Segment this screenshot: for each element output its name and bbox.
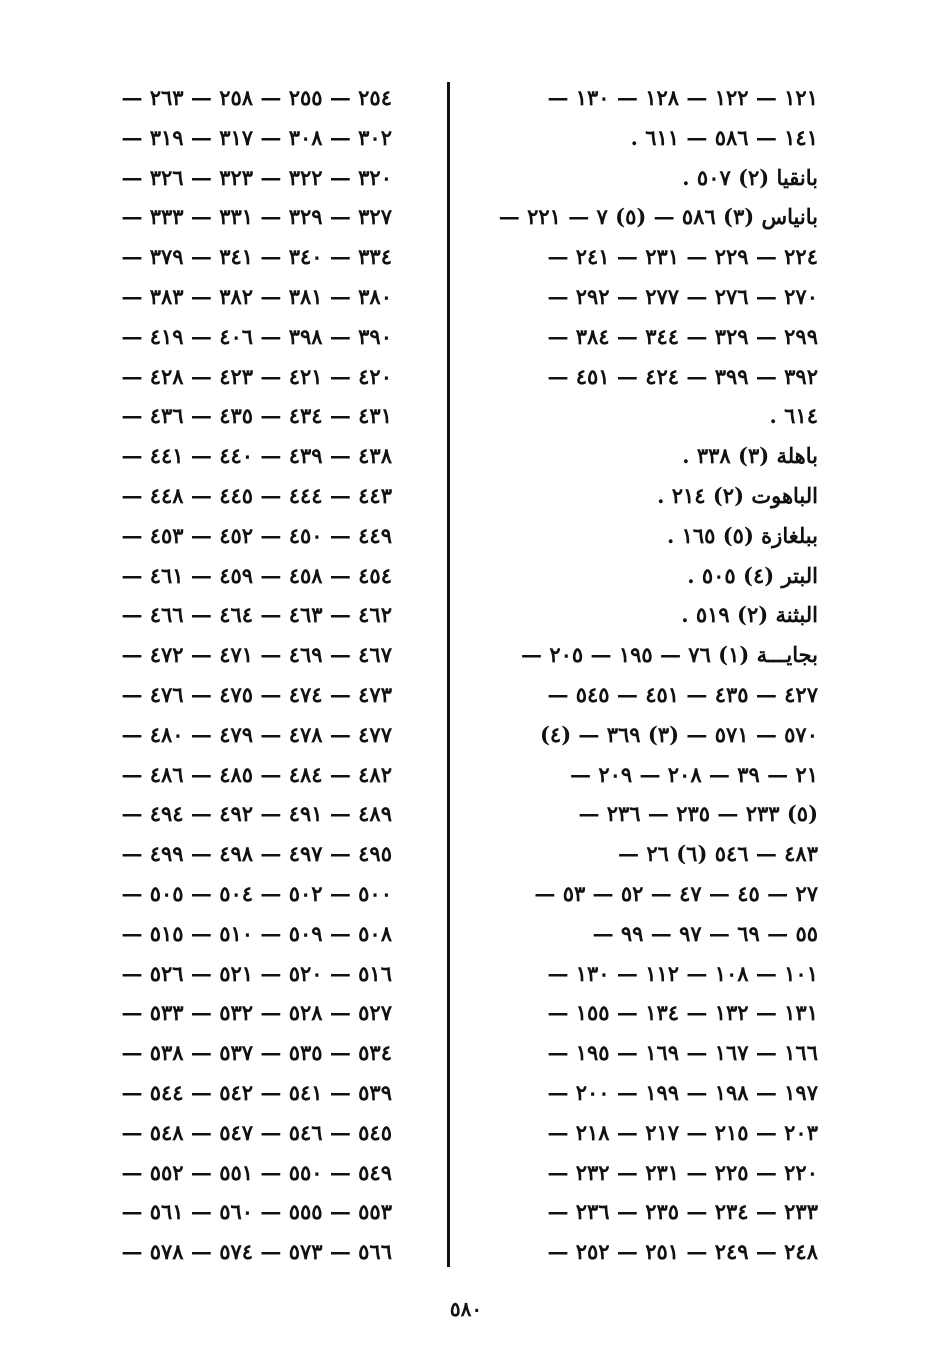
index-line: ٢٩٩ — ٣٢٩ — ٣٤٤ — ٣٨٤ — xyxy=(547,323,818,349)
index-line: ٤٣٨ — ٤٣٩ — ٤٤٠ — ٤٤١ — xyxy=(121,443,392,469)
index-line: ٥١٦ — ٥٢٠ — ٥٢١ — ٥٢٦ — xyxy=(121,960,392,986)
index-line: ٥٦٦ — ٥٧٣ — ٥٧٤ — ٥٧٨ — xyxy=(121,1239,392,1265)
index-column-right xyxy=(478,78,818,1272)
index-line: بانقيا (٢) ٥٠٧ . xyxy=(682,164,818,190)
index-line: ٣٩٢ — ٣٩٩ — ٤٢٤ — ٤٥١ — xyxy=(547,363,818,389)
index-line: البتر (٤) ٥٠٥ . xyxy=(687,562,818,588)
column-divider xyxy=(447,82,450,1267)
index-line: ٥٧٠ — ٥٧١ — (٣) ٣٦٩ — (٤) xyxy=(539,721,818,747)
index-line: ٢٢٠ — ٢٢٥ — ٢٣١ — ٢٣٢ — xyxy=(547,1159,818,1185)
index-line: ٤٣١ — ٤٣٤ — ٤٣٥ — ٤٣٦ — xyxy=(121,403,392,429)
index-line: بجايـــة (١) ٧٦ — ١٩٥ — ٢٠٥ — xyxy=(521,642,818,668)
index-line: (٥) ٢٣٣ — ٢٣٥ — ٢٣٦ — xyxy=(578,801,818,827)
index-line: ٤٢٠ — ٤٢١ — ٤٢٣ — ٤٢٨ — xyxy=(121,363,392,389)
index-line: ٤٧٣ — ٤٧٤ — ٤٧٥ — ٤٧٦ — xyxy=(121,681,392,707)
index-line: ٤٧٧ — ٤٧٨ — ٤٧٩ — ٤٨٠ — xyxy=(121,721,392,747)
index-line: الباهوت (٢) ٢١٤ . xyxy=(657,482,818,508)
index-line: ٢٠٣ — ٢١٥ — ٢١٧ — ٢١٨ — xyxy=(547,1119,818,1145)
index-line: ١٩٧ — ١٩٨ — ١٩٩ — ٢٠٠ — xyxy=(547,1079,818,1105)
index-line: ٣٢٠ — ٣٢٢ — ٣٢٣ — ٣٢٦ — xyxy=(121,164,392,190)
index-line: ٥٣٤ — ٥٣٥ — ٥٣٧ — ٥٣٨ — xyxy=(121,1040,392,1066)
index-line: ١٦٦ — ١٦٧ — ١٦٩ — ١٩٥ — xyxy=(547,1040,818,1066)
index-line: ١٠١ — ١٠٨ — ١١٢ — ١٣٠ — xyxy=(547,960,818,986)
index-line: ٣٠٢ — ٣٠٨ — ٣١٧ — ٣١٩ — xyxy=(121,124,392,150)
index-line: ٤٢٧ — ٤٣٥ — ٤٥١ — ٥٤٥ — xyxy=(547,681,818,707)
index-line: ٢٧٠ — ٢٧٦ — ٢٧٧ — ٢٩٢ — xyxy=(547,283,818,309)
index-line: ٣٨٠ — ٣٨١ — ٣٨٢ — ٣٨٣ — xyxy=(121,283,392,309)
index-line: ٢٥٤ — ٢٥٥ — ٢٥٨ — ٢٦٣ — xyxy=(121,85,392,110)
index-line: باهلة (٣) ٣٣٨ . xyxy=(682,443,818,469)
index-line: ١٣١ — ١٣٢ — ١٣٤ — ١٥٥ — xyxy=(547,1000,818,1026)
index-line: ٢٤٨ — ٢٤٩ — ٢٥١ — ٢٥٢ — xyxy=(547,1239,818,1265)
index-line: ٥٥ — ٦٩ — ٩٧ — ٩٩ — xyxy=(592,920,818,946)
index-line: ٣٢٧ — ٣٢٩ — ٣٣١ — ٣٣٣ — xyxy=(121,204,392,230)
index-line: ٤٦٧ — ٤٦٩ — ٤٧١ — ٤٧٢ — xyxy=(121,642,392,668)
index-line: ٤٨٢ — ٤٨٤ — ٤٨٥ — ٤٨٦ — xyxy=(121,761,392,787)
index-line: ٢٧ — ٤٥ — ٤٧ — ٥٢ — ٥٣ — xyxy=(534,880,818,906)
index-line: ٥٤٩ — ٥٥٠ — ٥٥١ — ٥٥٢ — xyxy=(121,1159,392,1185)
index-line: ١٤١ — ٥٨٦ — ٦١١ . xyxy=(630,124,818,150)
index-line: ٤٥٤ — ٤٥٨ — ٤٥٩ — ٤٦١ — xyxy=(121,562,392,588)
index-line: ٤٨٣ — ٥٤٦ (٦) ٢٦ — xyxy=(618,841,818,867)
page-number: ٥٨٠ xyxy=(449,1297,483,1321)
index-line: ٥٠٠ — ٥٠٢ — ٥٠٤ — ٥٠٥ — xyxy=(121,880,392,906)
index-line: البثنة (٢) ٥١٩ . xyxy=(681,602,818,628)
index-line: ٦١٤ . xyxy=(769,403,818,429)
index-line: ٤٩٥ — ٤٩٧ — ٤٩٨ — ٤٩٩ — xyxy=(121,841,392,867)
index-line: ١٢١ — ١٢٢ — ١٢٨ — ١٣٠ — xyxy=(547,85,818,110)
index-line: ٢١ — ٣٩ — ٢٠٨ — ٢٠٩ — xyxy=(570,761,818,787)
index-line: ٤٤٩ — ٤٥٠ — ٤٥٢ — ٤٥٣ — xyxy=(121,522,392,548)
index-line: ٤٤٣ — ٤٤٤ — ٤٤٥ — ٤٤٨ — xyxy=(121,482,392,508)
index-line: ٥٠٨ — ٥٠٩ — ٥١٠ — ٥١٥ — xyxy=(121,920,392,946)
index-line: ٣٩٠ — ٣٩٨ — ٤٠٦ — ٤١٩ — xyxy=(121,323,392,349)
index-line: ٥٣٩ — ٥٤١ — ٥٤٢ — ٥٤٤ — xyxy=(121,1079,392,1105)
index-column-left xyxy=(82,78,392,1272)
index-line: ٤٦٢ — ٤٦٣ — ٤٦٤ — ٤٦٦ — xyxy=(121,602,392,628)
index-line: ٥٢٧ — ٥٢٨ — ٥٣٢ — ٥٣٣ — xyxy=(121,1000,392,1026)
index-line: بانياس (٣) ٥٨٦ — (٥) ٧ — ٢٢١ — xyxy=(498,204,818,230)
index-line: ٢٣٣ — ٢٣٤ — ٢٣٥ — ٢٣٦ — xyxy=(547,1199,818,1225)
index-line: ببلغازة (٥) ١٦٥ . xyxy=(666,522,818,548)
index-line: ٤٨٩ — ٤٩١ — ٤٩٢ — ٤٩٤ — xyxy=(121,801,392,827)
index-line: ٥٥٣ — ٥٥٥ — ٥٦٠ — ٥٦١ — xyxy=(121,1199,392,1225)
index-line: ٥٤٥ — ٥٤٦ — ٥٤٧ — ٥٤٨ — xyxy=(121,1119,392,1145)
index-line: ٢٢٤ — ٢٢٩ — ٢٣١ — ٢٤١ — xyxy=(547,244,818,270)
index-line: ٣٣٤ — ٣٤٠ — ٣٤١ — ٣٧٩ — xyxy=(121,244,392,270)
